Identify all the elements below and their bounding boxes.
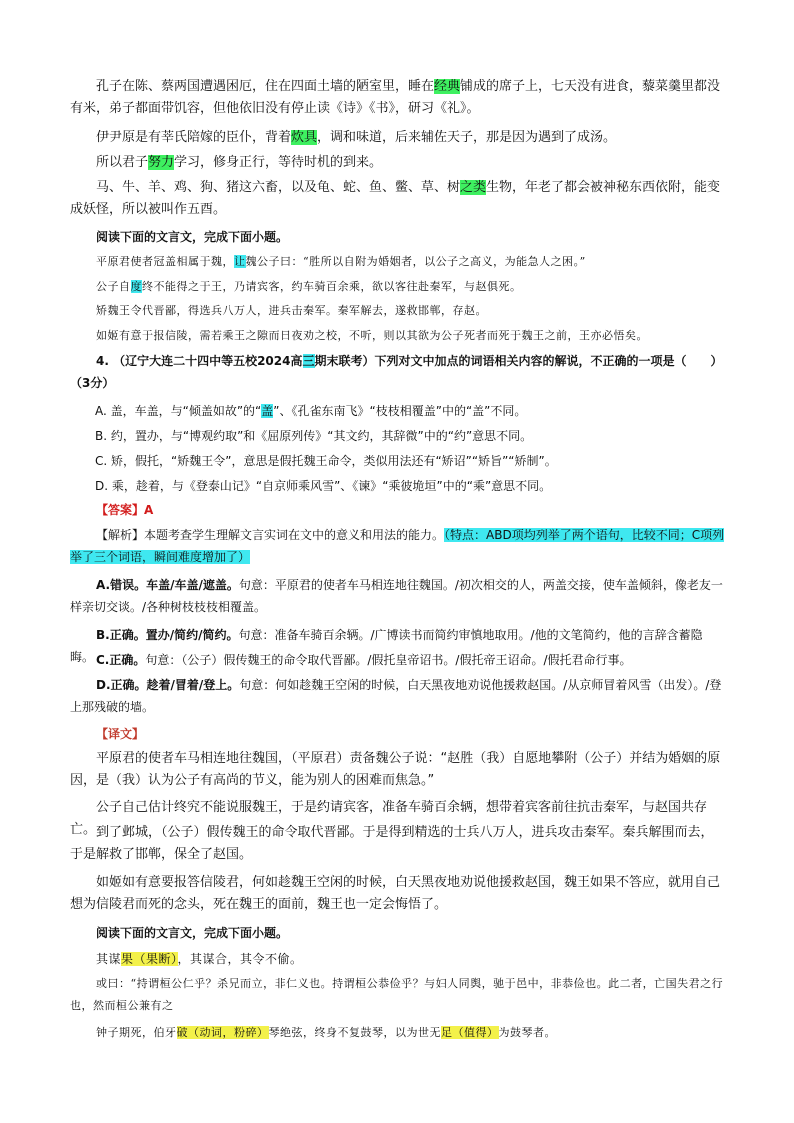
classical-text-line-2: 公子自度终不能得之于王，乃请宾客，约车骑百余乘，欲以客往赴秦军，与赵俱死。 [96,280,522,293]
highlight-green: 炊具 [291,130,318,145]
answer-label: 【答案】A [96,503,154,517]
highlight-green: 之类 [460,180,487,195]
highlight-cyan: 让 [234,255,246,268]
paragraph-1: 孔子在陈、蔡两国遭遇困厄，住在四面土墙的陋室里，睡在经典铺成的席子上，七天没有进食，藜菜羹里都没有米，弟子都面带饥容，但他依旧没有停止读《诗》《书》，研习《礼》。 [70,79,721,116]
classical-text2-line-3: 钟子期死，伯牙破（动词，粉碎）琴绝弦，终身不复鼓琴，以为世无足（值得）为鼓琴者。 [96,1026,556,1039]
translation-paragraph-3: 到了邺城，（公子）假传魏王的命令取代晋鄙。于是得到精选的士兵八万人，进兵攻击秦军。秦兵解围而去，于是解救了邯郸，保全了赵国。 [70,825,714,862]
analysis-item-a: A.错误。车盖/车盖/遮盖。句意：平原君的使者车马相连地往魏国。/初次相交的人，两盖交接，使车盖倾斜，像老友一样亲切交谈。/各种树枝枝枝相覆盖。 [70,578,723,614]
highlight-green: 努力 [148,155,175,170]
highlight-green: 经典 [434,79,461,94]
analysis-item-d: D.正确。趁着/冒着/登上。句意：何如趁魏王空闲的时候，白天黑夜地劝说他援救赵国。/从京师冒着风雪（出发）。/登上那残破的墙。 [70,678,722,714]
highlight-cyan: （特点：ABD项均列举了两个语句，比较不同；C项列举了三个词语，瞬间难度增加了） [70,528,725,564]
analysis-paragraph: 【解析】本题考查学生理解文言实词在文中的意义和用法的能力。（特点：ABD项均列举了两个语句，比较不同；C项列举了三个词语，瞬间难度增加了） [70,528,725,564]
highlight-yellow: 果（果断） [121,952,178,966]
translation-paragraph-4: 如姬如有意要报答信陵君，何如趁魏王空闲的时候，白天黑夜地劝说他援救赵国，魏王如果不答应，就用自己想为信陵君而死的念头，死在魏王的面前，魏王也一定会悔悟了。 [70,875,721,912]
reading-heading-2: 阅读下面的文言文，完成下面小题。 [96,926,289,940]
classical-text2-line-2: 或曰：“持谓桓公仁乎？杀兄而立，非仁义也。持谓桓公恭俭乎？与妇人同舆，驰于邑中，非恭俭也。此二者，亡国失君之行也，然而桓公兼有之 [70,977,724,1012]
option-b: B. 约，置办，与“博观约取”和《屈原列传》“其文约，其辞微”中的“约”意思不同。 [95,429,533,443]
classical-text-line-3: 矫魏王令代晋鄙，得选兵八万人，进兵击秦军。秦军解去，遂救邯郸，存赵。 [96,304,487,317]
translation-label: 【译文】 [96,727,145,741]
translation-paragraph-1: 平原君的使者车马相连地往魏国，（平原君）责备魏公子说：“赵胜（我）自愿地攀附（公子）并结为婚姻的原因，是（我）认为公子有高尚的节义，能为别人的困难而焦急。” [70,751,721,788]
classical-text-line-4: 如姬有意于报信陵，需若乘王之隙而日夜劝之校，不听，则以其欲为公子死者而死于魏王之前，王亦必悟矣。 [96,329,648,342]
paragraph-2: 伊尹原是有莘氏陪嫁的臣仆，背着炊具，调和味道，后来辅佐天子，那是因为遇到了成汤。 [96,130,617,145]
option-c: C. 矫，假托，“矫魏王令”，意思是假托魏王命令，类似用法还有“矫诏”“矫旨”“矫制”。 [95,454,557,468]
classical-text-line-1: 平原君使者冠盖相属于魏，让魏公子曰：“胜所以自附为婚姻者，以公子之高义，为能急人之困。” [96,255,586,268]
analysis-item-b: B.正确。置办/简约/简约。句意：准备车骑百余辆。/广博读书而简约审慎地取用。/他的文笔简约，他的言辞含蓄隐晦。 [70,628,703,664]
paragraph-4: 马、牛、羊、鸡、狗、猪这六畜，以及龟、蛇、鱼、鳖、草、树之类生物，年老了都会被神秘东西依附，能变成妖怪，所以被叫作五酉。 [70,180,721,217]
reading-heading-1: 阅读下面的文言文，完成下面小题。 [96,230,289,244]
analysis-item-c: C.正确。句意：（公子）假传魏王的命令取代晋鄙。/假托皇帝诏书。/假托帝王诏命。/假托君命行事。 [96,653,632,667]
question-4: 4. （辽宁大连二十四中等五校2024高三期末联考）下列对文中加点的词语相关内容的解说，不正确的一项是（ ）（3分） [70,354,723,390]
highlight-cyan: 盖 [261,404,274,418]
highlight-cyan: 三 [302,354,315,368]
classical-text2-line-1: 其谋果（果断），其谋合，其令不偷。 [96,952,303,966]
highlight-cyan: 度 [130,280,142,293]
highlight-yellow: 破（动词，粉碎） [176,1026,269,1039]
option-a: A. 盖，车盖，与“倾盖如故”的“盖”、《孔雀东南飞》“枝枝相覆盖”中的“盖”不同。 [95,404,527,418]
option-d: D. 乘，趁着，与《登泰山记》“自京师乘风雪”、《谏》“乘彼垝垣”中的“乘”意思不同。 [95,479,552,493]
translation-paragraph-2: 公子自己估计终究不能说服魏王，于是约请宾客，准备车骑百余辆，想带着宾客前往抗击秦军，与赵国共存亡。 [70,800,708,837]
highlight-yellow: 足（值得） [441,1026,499,1039]
paragraph-3: 所以君子努力学习，修身正行，等待时机的到来。 [96,155,383,170]
